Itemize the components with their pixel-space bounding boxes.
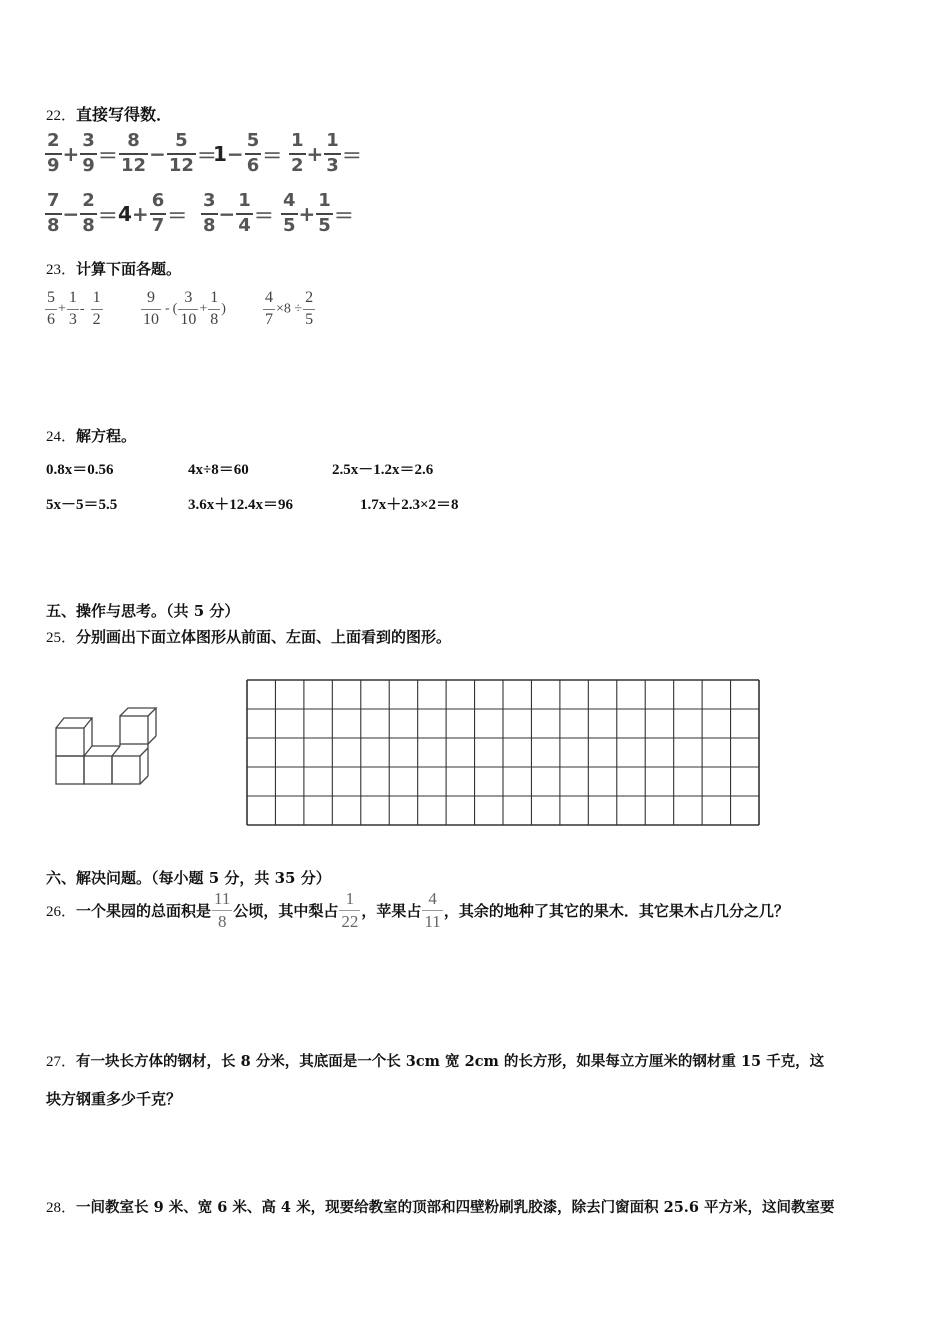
q23-title: 计算下面各题。 [76,260,182,278]
equation: 4x÷8＝60 [188,462,249,478]
fraction: $\frac{1}{3}$ [326,130,339,176]
q23-expr2: $\frac{9}{10}$ - ( $\frac{3}{10}$ + $\frac{1}{8}$ ) [143,289,226,328]
section5-title: 五、操作与思考。（共 5 分） [46,602,240,620]
q22-row2-item2: 4+ $\frac{6}{7}$ ＝ [118,190,188,236]
q26-number: 26． [46,903,77,920]
fraction: $\frac{3}{9}$ [82,130,95,176]
drawing-grid [246,679,760,826]
equation: 0.8x＝0.56 [46,462,114,478]
q27-text: 有一块长方体的钢材，长 8 分米，其底面是一个长 3cm 宽 2cm 的长方形，如果每立方厘米的钢材重 15 千克，这 [76,1053,825,1070]
q22-row2-item4: $\frac{4}{5}$ + $\frac{1}{5}$ ＝ [283,190,354,236]
section6-title: 六、解决问题。（每小题 5 分，共 35 分） [46,869,331,887]
fraction: $\frac{7}{8}$ [47,190,60,236]
q23-expr3: $\frac{4}{7}$ ×8 ÷ $\frac{2}{5}$ [265,289,314,328]
q28-number: 28． [46,1200,77,1216]
fraction: $\frac{4}{5}$ [283,190,296,236]
q25-heading [46,626,451,647]
q26-text-part: ，苹果占 [361,901,422,920]
q23-number: 23． [46,262,77,278]
fraction: $\frac{11}{8}$ [214,889,231,931]
fraction: $\frac{1}{4}$ [238,190,251,236]
fraction: $\frac{3}{8}$ [203,190,216,236]
q22-number: 22． [46,108,77,124]
q22-row1-item1: $\frac{2}{9}$ + $\frac{3}{9}$ ＝ [47,130,118,176]
fraction: $\frac{6}{7}$ [151,190,165,236]
fraction: $\frac{1}{2}$ [291,130,304,176]
q25-title: 分别画出下面立体图形从前面、左面、上面看到的图形。 [76,628,452,646]
equation: 1.7x＋2.3×2＝8 [360,497,459,513]
fraction: $\frac{2}{8}$ [82,190,95,236]
fraction: $\frac{1}{5}$ [318,190,331,236]
q22-row1-item4: $\frac{1}{2}$ + $\frac{1}{3}$ ＝ [291,130,362,176]
fraction: $\frac{4}{11}$ [424,889,441,931]
q26-text [46,890,789,931]
q26-text-part: 一个果园的总面积是 [76,901,212,920]
fraction: $\frac{5}{12}$ [168,130,194,176]
equation: 3.6x＋12.4x＝96 [188,497,294,513]
q22-heading [46,102,172,125]
q26-text-part: ，其余的地种了其它的果木．其它果木占几分之几？ [443,901,789,920]
fraction: $\frac{2}{9}$ [47,130,60,176]
equation: 5x－5＝5.5 [46,497,118,513]
q28-line1 [46,1196,834,1217]
q27-number: 27． [46,1054,77,1070]
q23-expr1: $\frac{5}{6}$ + $\frac{1}{3}$ - $\frac{1}{2}$ [47,289,101,328]
q22-row1-item2: $\frac{8}{12}$ − $\frac{5}{12}$ ＝ [121,130,217,176]
q23-heading [46,258,181,279]
q26-text-part: 公顷，其中梨占 [233,901,339,920]
q24-heading [46,425,136,446]
q22-row1-item3: 1− $\frac{5}{6}$ ＝ [213,130,283,176]
fraction: $\frac{5}{6}$ [246,130,260,176]
cube-stack-figure [52,705,162,787]
fraction: $\frac{8}{12}$ [121,130,147,176]
q22-row2-item1: $\frac{7}{8}$ − $\frac{2}{8}$ ＝ [47,190,118,236]
q24-number: 24． [46,429,77,445]
q22-title: 直接写得数． [76,105,173,124]
q24-title: 解方程。 [76,427,137,445]
equation: 2.5x－1.2x＝2.6 [332,462,434,478]
q22-row2-item3: $\frac{3}{8}$ − $\frac{1}{4}$ ＝ [203,190,274,236]
q25-number: 25． [46,630,77,646]
q28-text: 一间教室长 9 米、宽 6 米、高 4 米，现要给教室的顶部和四壁粉刷乳胶漆，除去门窗面积 25.6 平方米，这间教室要 [76,1199,835,1216]
fraction: $\frac{1}{22}$ [341,889,359,931]
q27-line1 [46,1050,824,1071]
q27-line2: 块方钢重多少千克？ [46,1090,182,1108]
